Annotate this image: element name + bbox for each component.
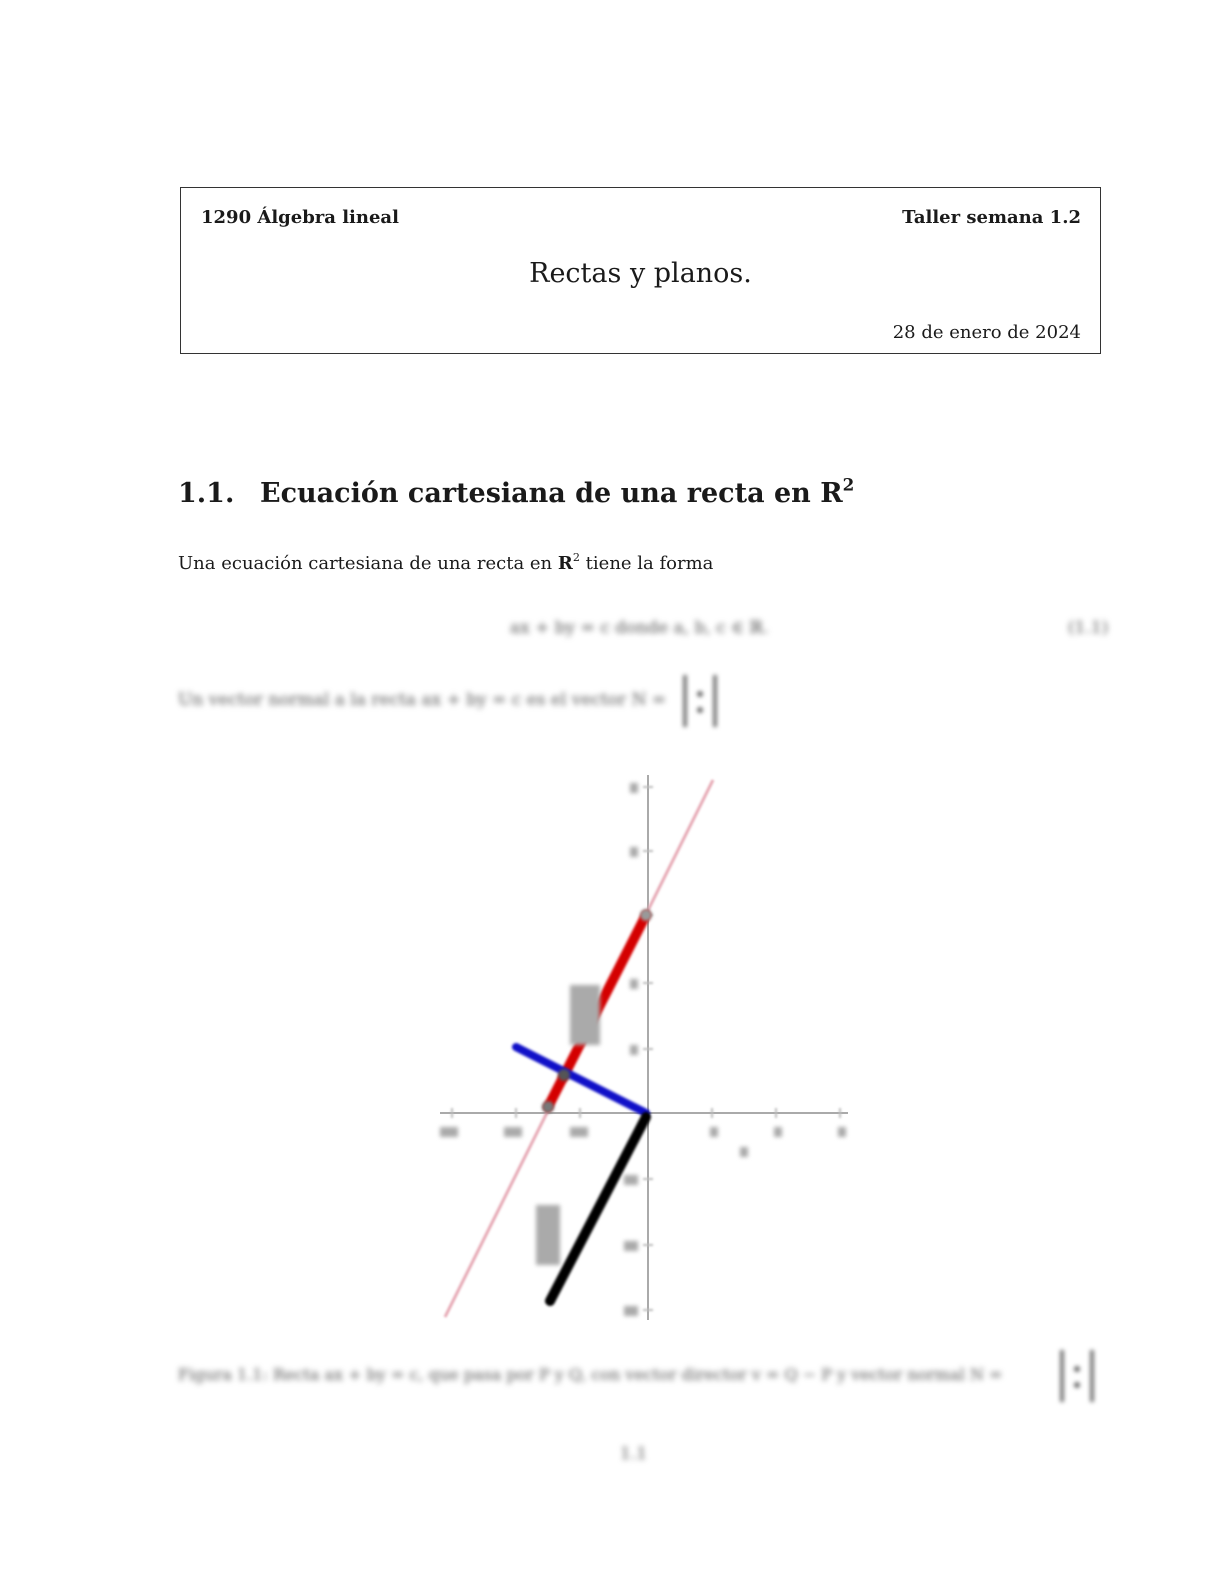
section-heading	[178, 474, 855, 509]
cartesian-equation: ax + by = c donde a, b, c ∈ ℝ.	[510, 618, 769, 638]
axis-ticks	[452, 787, 840, 1310]
section-title-text: Ecuación cartesiana de una recta en R	[260, 478, 843, 509]
workshop-label: Taller semana 1.2	[902, 207, 1081, 228]
figure-axes	[440, 775, 848, 1320]
point-q	[640, 909, 652, 921]
intro-text-start: Una ecuación cartesiana de una recta en	[178, 553, 558, 574]
intro-paragraph	[178, 553, 713, 574]
page-number: 1.1	[620, 1444, 648, 1464]
normal-vector-sentence: Un vector normal a la recta ax + by = c es el vector N =	[178, 690, 667, 710]
normal-vector-matrix	[683, 675, 717, 727]
intro-r-symbol: R	[557, 553, 573, 574]
course-title: 1290 Álgebra lineal	[201, 207, 399, 228]
equation-number: (1.1)	[1068, 618, 1109, 638]
black-vector	[550, 1117, 646, 1301]
figure-caption: Figura 1.1: Recta ax + by = c, que pasa por P y Q, con vector director v = Q − P y vector normal N =	[178, 1365, 1003, 1384]
normal-vector	[516, 1047, 646, 1113]
document-date: 28 de enero de 2024	[892, 322, 1081, 343]
section-title-exponent: 2	[842, 474, 855, 495]
line-figure	[420, 765, 870, 1335]
caption-normal-vector-matrix	[1060, 1350, 1094, 1402]
intro-exponent: 2	[572, 551, 580, 565]
intersection-point	[558, 1069, 570, 1081]
point-p	[542, 1101, 554, 1113]
document-title: Rectas y planos.	[529, 258, 752, 289]
header-box	[180, 187, 1101, 354]
section-number: 1.1.	[178, 478, 235, 509]
intro-text-end: tiene la forma	[579, 553, 714, 574]
